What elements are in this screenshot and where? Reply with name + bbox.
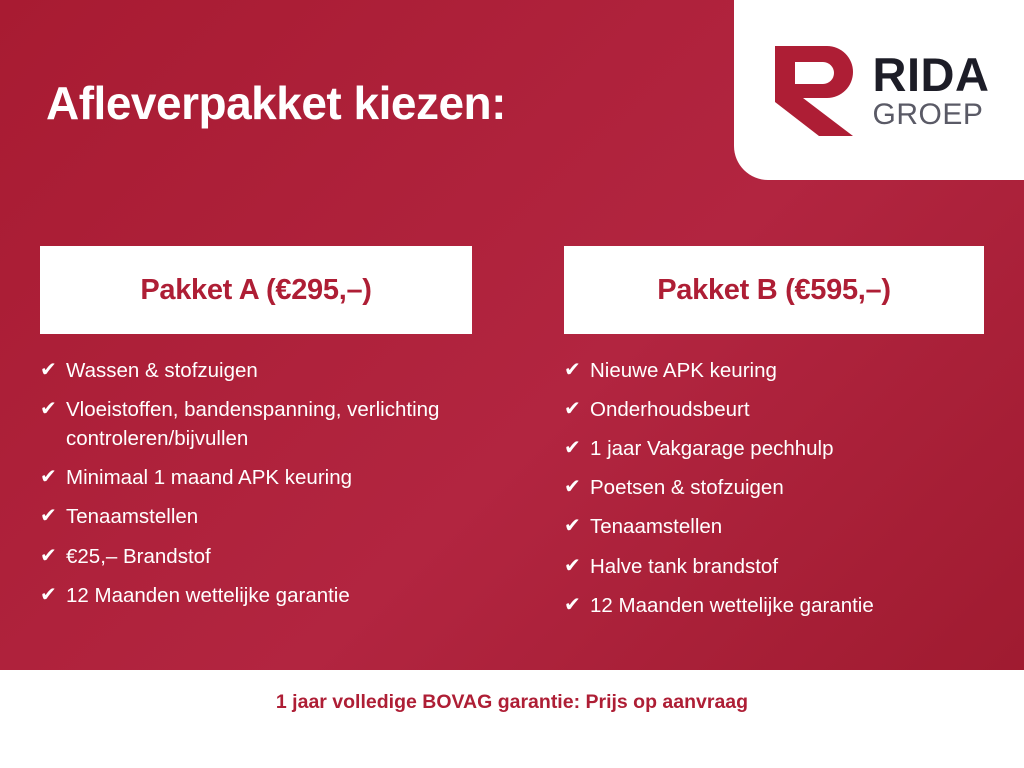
page-title: Afleverpakket kiezen: [46,77,506,129]
package-a-title: Pakket A (€295,–) [140,273,372,306]
check-icon: ✔ [564,359,581,381]
check-icon: ✔ [564,593,581,616]
feature-text: Tenaamstellen [590,515,723,539]
feature-text: Vloeistoffen, bandenspanning, verlichting controleren/bijvullen [66,398,440,451]
bottom-strip [0,735,1024,768]
feature-text: Nieuwe APK keuring [590,359,777,382]
list-item [564,356,984,385]
package-b-title: Pakket B (€595,–) [657,273,891,306]
list-item [40,542,472,571]
brand-logo [734,0,1024,180]
package-card-a [0,246,512,630]
list-item [40,502,472,531]
list-item [564,473,984,502]
feature-text: Halve tank brandstof [590,554,779,578]
check-icon: ✔ [40,505,57,528]
brand-logo-text [872,47,990,131]
package-card-b [512,246,1024,630]
feature-text: Onderhoudsbeurt [590,398,750,422]
check-icon: ✔ [40,398,57,421]
feature-text: 12 Maanden wettelijke garantie [590,593,874,617]
check-icon: ✔ [564,437,581,460]
brand-subname: GROEP [872,97,984,131]
package-b-feature-list [564,356,984,620]
package-a-header [40,246,472,334]
check-icon: ✔ [40,583,57,606]
list-item [40,463,472,492]
check-icon: ✔ [564,554,581,577]
rida-r-mark-icon [769,40,861,140]
feature-text: Wassen & stofzuigen [66,359,258,382]
feature-text: Minimaal 1 maand APK keuring [66,466,353,490]
list-item [40,581,472,610]
list-item [564,434,984,463]
packages-container [0,246,1024,630]
list-item [564,552,984,581]
footer-note-bar [0,670,1024,735]
brand-name: RIDA [872,47,990,101]
package-a-feature-list [40,356,472,610]
feature-text: 12 Maanden wettelijke garantie [66,583,350,607]
check-icon: ✔ [564,398,581,421]
list-item [564,591,984,620]
footer-note: 1 jaar volledige BOVAG garantie: Prijs op aanvraag [275,691,749,713]
package-b-header [564,246,984,334]
check-icon: ✔ [40,466,57,489]
check-icon: ✔ [40,544,57,567]
check-icon: ✔ [40,359,57,381]
check-icon: ✔ [564,476,581,499]
feature-text: Tenaamstellen [66,505,199,529]
list-item [40,356,472,385]
feature-text: 1 jaar Vakgarage pechhulp [590,437,834,461]
list-item [40,395,472,453]
feature-text: €25,– Brandstof [66,544,211,568]
check-icon: ✔ [564,515,581,538]
list-item [564,512,984,541]
feature-text: Poetsen & stofzuigen [590,476,784,500]
list-item [564,395,984,424]
